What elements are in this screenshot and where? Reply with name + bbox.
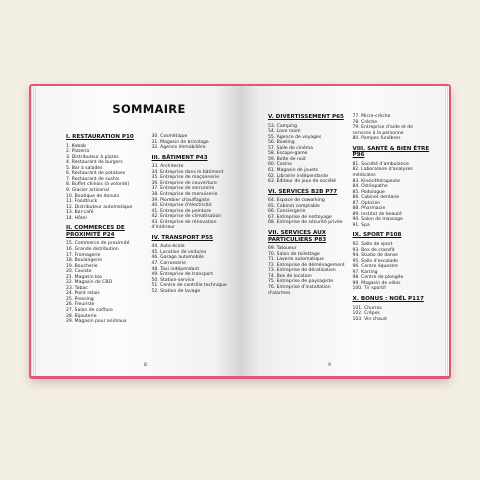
toc-entry: 67. Entreprise de nettoyage bbox=[268, 214, 332, 220]
toc-entry: 31. Magasin de bricolage bbox=[151, 139, 209, 145]
toc-entry: 75. Entreprise de paysagiste bbox=[268, 279, 334, 285]
toc-entry: 1. Kebab bbox=[66, 143, 86, 149]
toc-entry: 35. Entreprise de maçonnerie bbox=[151, 175, 220, 181]
toc-entry: 18. Boulangerie bbox=[66, 258, 103, 264]
toc-entry: 39. Plombier chauffagiste bbox=[151, 197, 210, 203]
toc-entry: 78. Crèche bbox=[352, 119, 378, 125]
section-heading: III. BÂTIMENT P43 bbox=[151, 154, 208, 161]
toc-entry: 9. Glacier artisanal bbox=[66, 187, 110, 193]
toc-entry: 68. Entreprise de sécurité privée bbox=[268, 220, 343, 226]
page-number: 8 bbox=[144, 363, 147, 368]
toc-entry: 25. Pressing bbox=[66, 296, 94, 302]
page-number: 9 bbox=[328, 363, 331, 368]
toc-entry: 51. Centre de contrôle technique bbox=[151, 283, 227, 289]
toc-entry: 29. Magasin pour animaux bbox=[66, 319, 127, 325]
toc-entry: 26. Fleuriste bbox=[66, 302, 95, 308]
toc-entry: 24. Point relais bbox=[66, 291, 100, 297]
toc-entry: 69. Tatoueur bbox=[268, 246, 297, 252]
toc-entry: 13. Bar-café bbox=[66, 210, 94, 216]
toc-entry: 52. Station de lavage bbox=[151, 288, 201, 294]
left-column-2 bbox=[152, 134, 233, 325]
toc-entry: 21. Magasin bio bbox=[66, 274, 102, 280]
toc-entry: 5. Bar à salades bbox=[66, 165, 103, 171]
toc-entry: 17. Fromagerie bbox=[66, 252, 101, 258]
section-heading: V. DIVERTISSEMENT P65 bbox=[268, 114, 344, 120]
toc-entry: 97. Karting bbox=[352, 269, 378, 275]
toc-entry: 90. Salon de massage bbox=[352, 217, 403, 223]
toc-entry: 66. Conciergerie bbox=[268, 209, 306, 215]
toc-entry: 83. Kinésithérapeute bbox=[352, 178, 400, 184]
toc-entry: 38. Entreprise de menuiserie bbox=[151, 191, 218, 197]
toc-entry: 81. Société d'ambulance bbox=[352, 161, 409, 167]
toc-entry: 77. Micro-crèche bbox=[352, 114, 391, 119]
toc-entry: 10. Boutique de donuts bbox=[66, 193, 120, 199]
toc-entry: 89. Institut de beauté bbox=[352, 211, 402, 217]
toc-entry: 73. Entreprise de dératisation bbox=[268, 268, 336, 274]
toc-entry: 55. Agence de voyages bbox=[268, 134, 322, 140]
left-column-1 bbox=[66, 134, 147, 325]
right-page bbox=[240, 86, 444, 376]
toc-entry: 99. Magasin de vélos bbox=[352, 280, 401, 286]
toc-entry: 59. Boîte de nuit bbox=[268, 156, 306, 162]
right-column-1 bbox=[268, 114, 348, 322]
section-heading: VI. SERVICES B2B P77 bbox=[268, 188, 338, 195]
toc-entry: 65. Cabinet comptable bbox=[268, 203, 320, 209]
toc-entry: 23. Tabac bbox=[66, 285, 88, 291]
toc-entry: 84. Ostéopathe bbox=[352, 184, 388, 190]
toc-entry: 64. Espace de coworking bbox=[268, 198, 325, 204]
toc-entry: 22. Magasin de CBD bbox=[66, 280, 112, 286]
toc-entry: 15. Commerce de proximité bbox=[66, 241, 130, 247]
toc-entry: 63. Éditeur de jeux de société bbox=[268, 179, 337, 185]
toc-entry: 41. Entreprise de peinture bbox=[151, 208, 212, 214]
toc-entry: 40. Entreprise d'électricité bbox=[151, 203, 212, 209]
toc-entry: 14. Hôtel bbox=[66, 215, 87, 221]
toc-entry: 103. Vin chaud bbox=[352, 316, 387, 322]
section-heading: IX. SPORT P108 bbox=[352, 232, 402, 239]
toc-entry: 71. Laverie automatique bbox=[268, 257, 324, 263]
toc-entry: 95. Salle d'escalade bbox=[352, 258, 398, 264]
toc-entry: 96. Centre équestre bbox=[352, 264, 398, 270]
toc-entry: 8. Buffet chinois (à volonté) bbox=[66, 182, 130, 188]
toc-entry: 72. Entreprise de déménagement bbox=[268, 262, 345, 268]
page-title: SOMMAIRE bbox=[112, 102, 186, 116]
toc-entry: 12. Distributeur automatique bbox=[66, 204, 133, 210]
toc-entry: 53. Camping bbox=[268, 123, 297, 129]
toc-entry: 16. Grande distribution bbox=[66, 246, 119, 252]
toc-entry: 94. Studio de danse bbox=[352, 253, 398, 259]
toc-entry: 33. Architecte bbox=[151, 164, 184, 170]
toc-entry: 82. Laboratoire d'analyses médicales bbox=[352, 167, 413, 179]
toc-entry: 50. Station-service bbox=[151, 277, 195, 283]
toc-entry: 54. Love room bbox=[268, 129, 301, 135]
toc-entry: 19. Boucherie bbox=[66, 263, 98, 269]
toc-entry: 62. Librairie indépendante bbox=[268, 173, 329, 179]
toc-entry: 88. Pharmacie bbox=[352, 206, 386, 212]
section-heading: I. RESTAURATION P10 bbox=[66, 134, 134, 140]
toc-entry: 6. Restaurant de potatoes bbox=[66, 171, 126, 177]
toc-entry: 79. Entreprise d'aide et de services à la personne bbox=[352, 125, 413, 136]
toc-entry: 98. Centre de plongée bbox=[352, 275, 404, 281]
toc-entry: 43. Entreprise de rénovation d'intérieur bbox=[151, 219, 217, 231]
toc-entry: 32. Agence immobilière bbox=[151, 145, 206, 151]
toc-entry: 61. Magasin de jouets bbox=[268, 167, 319, 173]
toc-entry: 47. Carrosserie bbox=[151, 261, 186, 267]
toc-entry: 30. Cosmétique bbox=[151, 134, 188, 139]
toc-entry: 11. Foodtruck bbox=[66, 199, 98, 205]
toc-entry: 42. Entreprise de climatisation bbox=[151, 214, 222, 220]
toc-entry: 28. Bijouterie bbox=[66, 313, 97, 319]
toc-entry: 46. Garage automobile bbox=[151, 255, 204, 261]
right-column-2 bbox=[353, 114, 433, 322]
toc-entry: 74. Box de location bbox=[268, 273, 312, 279]
toc-entry: 4. Restaurant de burgers bbox=[66, 160, 123, 166]
toc-entry: 70. Salon de toilettage bbox=[268, 251, 320, 257]
toc-entry: 80. Pompes funèbres bbox=[352, 136, 401, 142]
toc-entry: 36. Entreprise de couverture bbox=[151, 180, 217, 186]
section-heading: IV. TRANSPORT P55 bbox=[151, 234, 213, 241]
toc-entry: 56. Bowling bbox=[268, 140, 295, 146]
toc-entry: 49. Entreprise de transport bbox=[151, 272, 214, 278]
toc-entry: 44. Auto-école bbox=[151, 244, 185, 250]
left-page bbox=[36, 86, 240, 376]
toc-entry: 37. Entreprise de serrurerie bbox=[151, 186, 215, 192]
toc-entry: 85. Podologue bbox=[352, 189, 385, 195]
toc-entry: 101. Churros bbox=[352, 305, 382, 311]
section-heading: VII. SERVICES AUX PARTICULIERS P83 bbox=[268, 229, 327, 243]
toc-entry: 3. Distributeur à pizzas bbox=[66, 154, 119, 160]
section-heading: II. COMMERCES DE PROXIMITÉ P24 bbox=[66, 225, 125, 238]
toc-entry: 92. Salle de sport bbox=[352, 242, 393, 248]
toc-entry: 48. Taxi indépendant bbox=[151, 266, 200, 272]
toc-entry: 86. Cabinet dentaire bbox=[352, 195, 400, 201]
toc-entry: 100. Tir sportif bbox=[352, 286, 386, 292]
toc-entry: 87. Opticien bbox=[352, 200, 381, 206]
toc-entry: 58. Escape-game bbox=[268, 151, 308, 157]
toc-entry: 20. Caviste bbox=[66, 269, 92, 275]
toc-entry: 7. Restaurant de sushis bbox=[66, 176, 120, 182]
toc-entry: 57. Salle de cinéma bbox=[268, 145, 313, 151]
section-heading: VIII. SANTÉ & BIEN ÊTRE P96 bbox=[352, 145, 430, 159]
toc-entry: 2. Pizzeria bbox=[66, 149, 90, 155]
toc-entry: 91. Spa bbox=[352, 222, 370, 228]
toc-entry: 60. Casino bbox=[268, 162, 292, 168]
section-heading: X. BONUS : NOËL P117 bbox=[352, 296, 424, 302]
toc-entry: 27. Salon de coiffure bbox=[66, 308, 113, 313]
toc-entry: 76. Entreprise d'installation d'alarmes bbox=[268, 284, 331, 296]
toc-entry: 45. Location de voitures bbox=[151, 249, 207, 255]
toc-entry: 34. Entreprise dans le bâtiment bbox=[151, 169, 224, 175]
toc-entry: 102. Crêpes bbox=[352, 311, 380, 317]
toc-entry: 93. Box de crossfit bbox=[352, 247, 395, 253]
